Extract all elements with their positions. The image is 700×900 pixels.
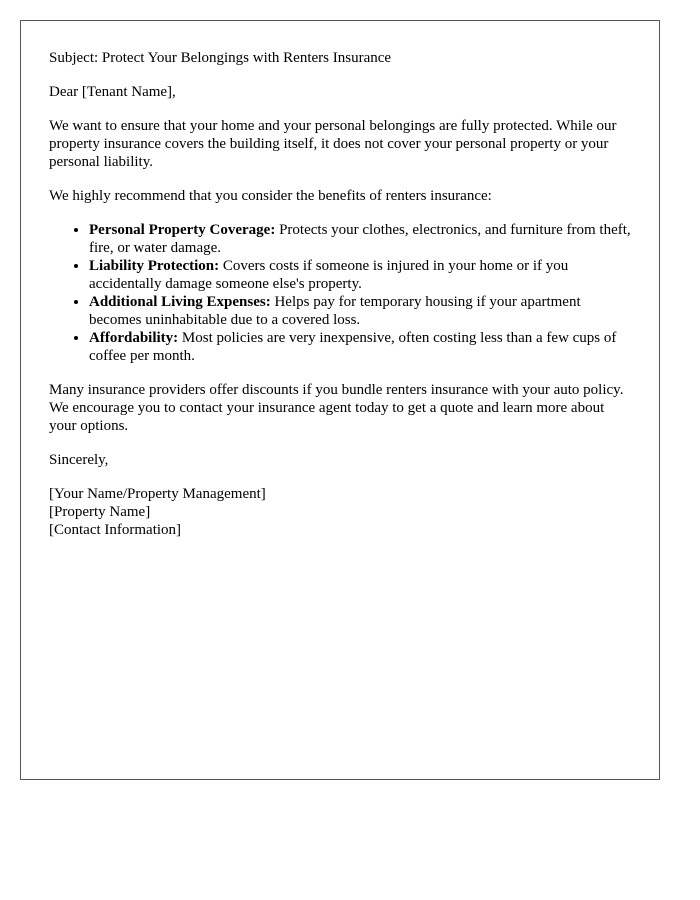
letter-discount: Many insurance providers offer discounts if you bundle renters insurance with your auto policy. We encourage you to contact your insurance agent today to get a quote and learn more about your options. [49,382,624,434]
letter-subject: Subject: Protect Your Belongings with Renters Insurance [49,50,392,66]
letter-greeting: Dear [Tenant Name], [49,84,176,100]
benefit-title: Affordability: [89,330,179,346]
benefit-item [89,221,631,257]
letter-container [20,20,660,780]
benefit-item [89,293,631,329]
benefit-title: Additional Living Expenses: [89,294,271,310]
benefit-text: Protects your clothes, electronics, and furniture from theft, fire, or water damage. [89,222,631,256]
benefit-text: Covers costs if someone is injured in your home or if you accidentally damage someone else's property. [89,258,569,292]
benefit-text: Helps pay for temporary housing if your apartment becomes uninhabitable due to a covered loss. [89,294,581,328]
letter-recommend: We highly recommend that you consider the benefits of renters insurance: [49,188,492,204]
benefit-title: Liability Protection: [89,258,220,274]
benefits-list [49,221,631,365]
signature-block [49,485,631,539]
benefit-item [89,329,631,365]
signature-name: [Your Name/Property Management] [49,486,266,502]
letter-intro: We want to ensure that your home and your personal belongings are fully protected. While our property insurance covers the building itself, it does not cover your personal property or your personal liability. [49,118,617,170]
letter-closing: Sincerely, [49,452,109,468]
signature-contact: [Contact Information] [49,522,182,538]
benefit-text: Most policies are very inexpensive, often costing less than a few cups of coffee per month. [89,330,617,364]
benefit-item [89,257,631,293]
signature-property: [Property Name] [49,504,151,520]
benefit-title: Personal Property Coverage: [89,222,276,238]
